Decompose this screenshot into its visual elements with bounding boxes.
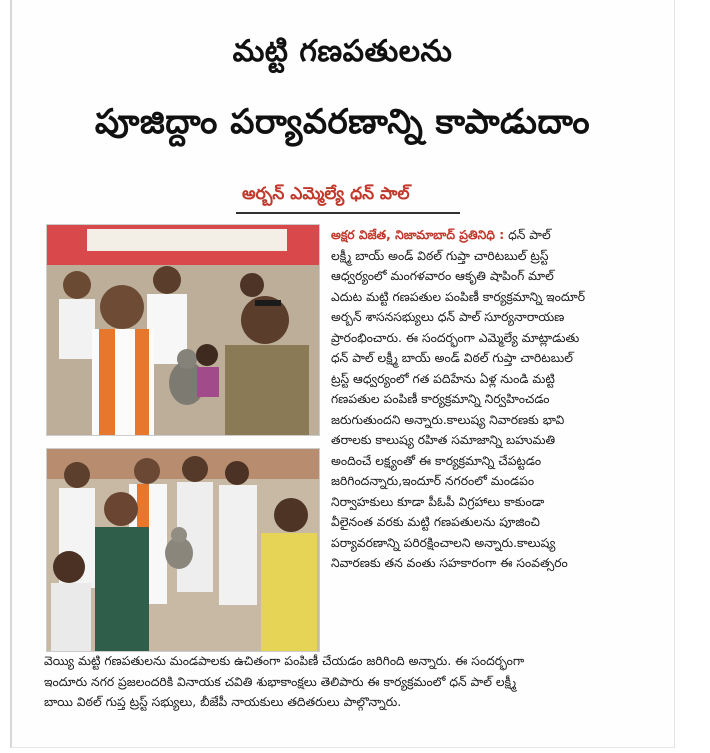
column-line: నివారణకు తన వంతు సహకారంగా ఈ సంవత్సరం xyxy=(331,556,568,570)
column-line: నిర్వాహకులు కూడా పీఓపీ విగ్రహాలు కాకుండా xyxy=(331,494,545,509)
column-line: వీలైనంత వరకు మట్టి గణపతులను పూజించి xyxy=(331,515,540,529)
photo-children-receiving-idol-image xyxy=(47,449,319,651)
photo-mla-handing-idol xyxy=(46,224,320,436)
column-line: జరుగుతుందని అన్నారు.కాలుష్య నివారణకు భావి xyxy=(331,412,565,427)
column-line: అర్బన్ శాసనసభ్యులు ధన్ పాల్ సూర్యనారాయణ xyxy=(331,310,565,324)
full-line: ఇందూరు నగర ప్రజలందరికి వినాయక చవితి శుభాకాంక్షలు తెలిపారు ఈ కార్యక్రమంలో ధన్ పాల్ లక్ష్మీ xyxy=(44,674,517,689)
column-line: ట్రస్ట్ ఆధ్వర్యంలో గత పదిహేను ఏళ్ల నుండి మట్టి xyxy=(331,371,555,386)
headline-line-2: పూజిద్దాం పర్యావరణాన్ని కాపాడుదాం xyxy=(94,102,591,142)
column-line-1 xyxy=(331,225,631,246)
article-column-text xyxy=(331,225,631,574)
column-line: లక్ష్మీ బాయ్ అండ్ విఠల్ గుప్తా చారిటబుల్ ట్రస్ట్ xyxy=(331,248,549,263)
column-line: ధన్ పాల్ లక్ష్మీ బాయ్ అండ్ విఠల్ గుప్తా చారిటబుల్ xyxy=(331,351,573,365)
column-line: ప్రారంభించారు. ఈ సందర్భంగా ఎమ్మెల్యే మాట్లాడుతు xyxy=(331,330,580,345)
column-line: ఎదుట మట్టి గణపతుల పంపిణీ కార్యక్రమాన్ని ఇందూర్ xyxy=(331,289,586,304)
full-line: వెయ్యి మట్టి గణపతులను మండపాలకు ఉచితంగా పంపిణీ చేయడం జరిగింది అన్నారు. ఈ సందర్భంగా xyxy=(44,654,525,668)
column-line: జరిగిందన్నారు,ఇందూర్ నగరంలో మండపం xyxy=(331,474,535,488)
column-line-1-text: ధన్ పాల్ xyxy=(504,228,551,242)
column-line: అందించే లక్ష్యంతో ఈ కార్యక్రమాన్ని చేపట్టడం xyxy=(331,453,542,468)
column-line: ఆధ్వర్యంలో మంగళవారం ఆకృతి షాపింగ్ మాల్ xyxy=(331,269,554,283)
headline-line-1: మట్టి గణపతులను xyxy=(232,34,453,69)
byline: అర్బన్ ఎమ్మెల్యే ధన్ పాల్ xyxy=(242,184,410,204)
byline-underline xyxy=(236,212,460,214)
column-line: గణపతుల పంపిణీ కార్యక్రమాన్ని నిర్వహించడం xyxy=(331,392,550,406)
article-full-width-text xyxy=(44,651,634,713)
dateline: అక్షర విజేత, నిజామాబాద్ ప్రతినిధి : xyxy=(331,228,505,242)
column-line: తరాలకు కాలుష్య రహిత సమాజాన్ని బహుమతి xyxy=(331,433,556,447)
column-line: పర్యావరణాన్ని పరిరక్షించాలని అన్నారు.కాలుష్య xyxy=(331,535,556,550)
photo-children-receiving-idol xyxy=(46,448,320,652)
full-line: బాయి విఠల్ గుప్త ట్రస్ట్ సభ్యులు, బీజేపీ నాయకులు తదితరులు పాల్గొన్నారు. xyxy=(44,695,402,709)
photo-mla-handing-idol-image xyxy=(47,225,319,435)
